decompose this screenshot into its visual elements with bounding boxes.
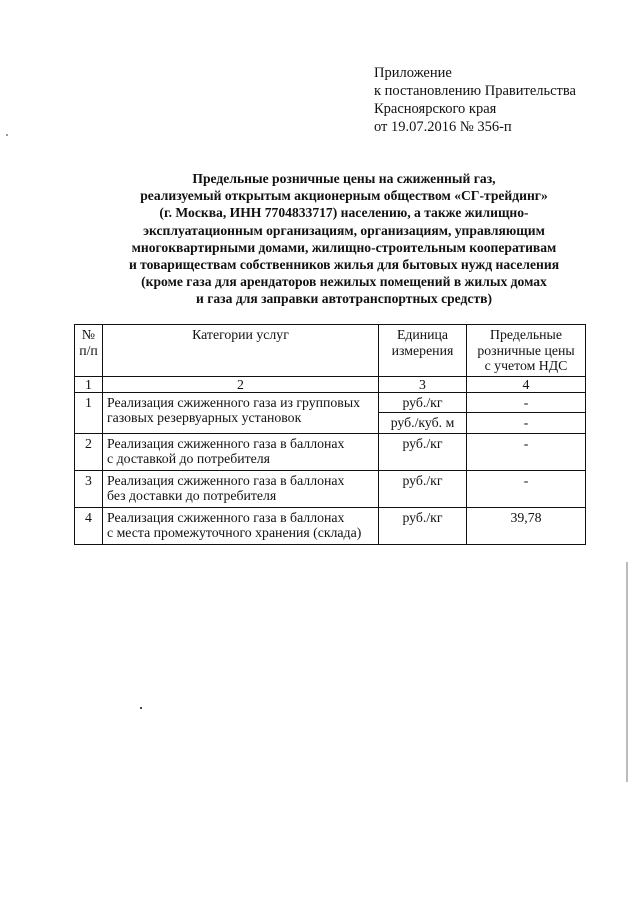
scan-dust-dot <box>6 134 8 136</box>
row-category-line: Реализация сжиженного газа в баллонах <box>107 509 345 525</box>
header-num-line: № <box>81 327 96 342</box>
row-category <box>103 392 379 433</box>
row-category-line: газовых резервуарных установок <box>107 410 302 425</box>
table-row <box>75 392 586 413</box>
row-price: 39,78 <box>467 507 586 544</box>
appendix-region: Красноярского края <box>374 101 497 117</box>
row-price: - <box>467 470 586 507</box>
table-row <box>75 507 586 544</box>
appendix-header <box>374 64 576 136</box>
row-unit: руб./кг <box>379 507 467 544</box>
column-index: 3 <box>379 376 467 392</box>
header-unit <box>379 325 467 377</box>
row-unit: руб./кг <box>379 433 467 470</box>
table-header-row <box>75 325 586 377</box>
row-category-line: с места промежуточного хранения (склада) <box>107 525 362 540</box>
column-index: 1 <box>75 376 103 392</box>
header-price-line: с учетом НДС <box>484 358 568 373</box>
row-category <box>103 433 379 470</box>
row-category <box>103 470 379 507</box>
scan-edge-mark <box>626 562 628 782</box>
document-title <box>60 170 628 308</box>
title-line: и газа для заправки автотранспортных средств) <box>195 291 492 307</box>
header-price <box>467 325 586 377</box>
row-number: 4 <box>75 507 103 544</box>
appendix-resolution: к постановлению Правительства <box>374 83 576 99</box>
price-table <box>74 324 586 545</box>
row-category-line: с доставкой до потребителя <box>107 451 271 466</box>
row-unit: руб./кг <box>379 392 467 413</box>
header-price-line: розничные цены <box>477 342 575 358</box>
table-row <box>75 433 586 470</box>
header-unit-line: Единица <box>396 327 449 342</box>
header-price-line: Предельные <box>490 327 562 342</box>
header-category: Категории услуг <box>103 325 379 377</box>
row-category-line: без доставки до потребителя <box>107 488 277 503</box>
appendix-date-number: от 19.07.2016 № 356-п <box>374 119 512 135</box>
row-unit: руб./куб. м <box>379 413 467 434</box>
header-unit-line: измерения <box>391 342 454 358</box>
title-line: (кроме газа для арендаторов нежилых помещений в жилых домах <box>141 274 547 290</box>
row-number: 1 <box>75 392 103 433</box>
header-num <box>75 325 103 377</box>
row-category-line: Реализация сжиженного газа из групповых <box>107 394 360 410</box>
title-line: многоквартирными домами, жилищно-строительным кооперативам <box>131 239 557 255</box>
row-number: 3 <box>75 470 103 507</box>
title-line: эксплуатационным организациям, организациям, управляющим <box>143 222 545 238</box>
column-index: 4 <box>467 376 586 392</box>
title-line: реализуемый открытым акционерным обществом «СГ-трейдинг» <box>140 188 548 204</box>
title-line: Предельные розничные цены на сжиженный газ, <box>192 171 496 186</box>
appendix-label: Приложение <box>374 65 452 81</box>
row-price: - <box>467 392 586 413</box>
row-price: - <box>467 433 586 470</box>
table-row <box>75 470 586 507</box>
row-category-line: Реализация сжиженного газа в баллонах <box>107 435 345 451</box>
row-unit: руб./кг <box>379 470 467 507</box>
title-line: (г. Москва, ИНН 7704833717) населению, а также жилищно- <box>159 205 529 221</box>
row-category-line: Реализация сжиженного газа в баллонах <box>107 472 345 488</box>
scan-dust-dot <box>140 707 142 709</box>
row-price: - <box>467 413 586 434</box>
title-line: и товариществам собственников жилья для бытовых нужд населения <box>128 257 560 273</box>
column-index-row <box>75 376 586 392</box>
column-index: 2 <box>103 376 379 392</box>
header-num-line: п/п <box>79 342 98 358</box>
row-number: 2 <box>75 433 103 470</box>
row-category <box>103 507 379 544</box>
